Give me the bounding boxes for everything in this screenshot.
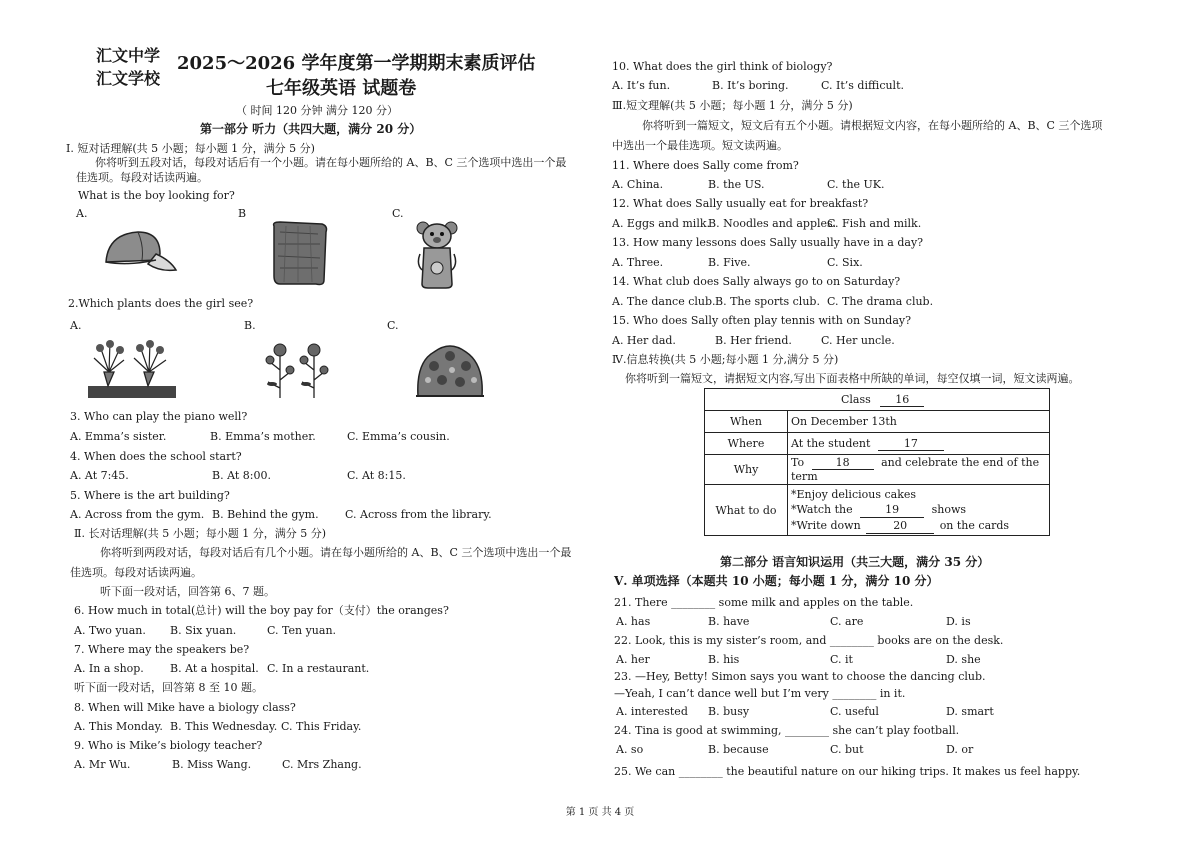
q21-option-c: C. are <box>830 615 864 628</box>
school-name-2: 汇文学校 <box>96 69 161 88</box>
q12-option-b: B. Noodles and apples. <box>708 217 837 230</box>
q22-option-c: C. it <box>830 653 853 666</box>
sec3-intro-line2: 中选出一个最佳选项。短文读两遍。 <box>612 139 788 152</box>
sec2-intro-line1: 你将听到两段对话，每段对话后有几个小题。请在每小题所给的 A、B、C 三个选项中选出一个最 <box>100 546 572 559</box>
q13-option-b: B. Five. <box>708 256 751 269</box>
q15-option-b: B. Her friend. <box>715 334 792 347</box>
row-why-suffix: and celebrate the end of the term <box>791 456 1040 483</box>
q9-option-b: B. Miss Wang. <box>172 758 252 771</box>
carrots-picture <box>86 338 178 400</box>
page-number: 第 1 页 共 4 页 <box>565 807 635 818</box>
sec2-note-1: 听下面一段对话，回答第 6、7 题。 <box>100 585 275 598</box>
q6-option-a: A. Two yuan. <box>74 624 146 637</box>
q5-option-b: B. Behind the gym. <box>212 508 319 521</box>
sec1-intro-line1: 你将听到五段对话，每段对话后有一个小题。请在每小题所给的 A、B、C 三个选项中选出一个最 <box>95 156 567 169</box>
row-value-when <box>788 411 1050 433</box>
sec4-intro: 你将听到一篇短文，请据短文内容,写出下面表格中所缺的单词，每空仅填一词，短文读两遍。 <box>625 372 1080 385</box>
q7-stem: 7. Where may the speakers be? <box>74 643 250 656</box>
q1-option-b: B <box>238 207 247 220</box>
row-label-what-to-do: What to do <box>705 485 788 536</box>
q14-option-c: C. The drama club. <box>827 295 934 308</box>
q23-option-b: B. busy <box>708 705 750 718</box>
q7-option-c: C. In a restaurant. <box>267 662 370 675</box>
sec2-intro-line2: 佳选项。每段对话读两遍。 <box>70 566 202 579</box>
q9-stem: 9. Who is Mike’s biology teacher? <box>74 739 263 752</box>
q14-option-a: A. The dance club. <box>612 295 716 308</box>
q10-option-b: B. It’s boring. <box>712 79 789 92</box>
row-label-why: Why <box>705 455 788 485</box>
q15-option-c: C. Her uncle. <box>821 334 895 347</box>
sec3-title: Ⅲ.短文理解(共 5 小题；每小题 1 分，满分 5 分) <box>612 99 853 112</box>
sec1-intro-line2: 佳选项。每段对话读两遍。 <box>76 171 208 184</box>
q10-stem: 10. What does the girl think of biology? <box>612 60 833 73</box>
table-header-cell <box>705 389 1050 411</box>
q21-option-d: D. is <box>946 615 971 628</box>
row-value-where <box>788 433 1050 455</box>
blank-16[interactable]: 16 <box>880 393 924 407</box>
q7-option-b: B. At a hospital. <box>170 662 259 675</box>
cap-picture <box>98 224 178 276</box>
q5-stem: 5. Where is the art building? <box>70 489 230 502</box>
q22-option-a: A. her <box>616 653 650 666</box>
q8-stem: 8. When will Mike have a biology class? <box>74 701 296 714</box>
q2-option-c: C. <box>387 319 399 332</box>
q11-option-a: A. China. <box>612 178 664 191</box>
q23-option-c: C. useful <box>830 705 879 718</box>
school-name-1: 汇文中学 <box>96 46 161 65</box>
q6-stem: 6. How much in total(总计) will the boy pay for（支付）the oranges? <box>74 604 449 617</box>
q8-option-a: A. This Monday. <box>74 720 163 733</box>
q13-stem: 13. How many lessons does Sally usually have in a day? <box>612 236 924 249</box>
q22-option-d: D. she <box>946 653 981 666</box>
row-label-where: Where <box>705 433 788 455</box>
wallet-picture <box>268 218 332 288</box>
todo-item-3 <box>791 518 1046 534</box>
q24-option-b: B. because <box>708 743 769 756</box>
q2-stem: 2.Which plants does the girl see? <box>68 297 254 310</box>
q6-option-b: B. Six yuan. <box>170 624 237 637</box>
exam-title: 2025～2026 学年度第一学期期末素质评估 <box>177 53 536 74</box>
q14-option-b: B. The sports club. <box>715 295 820 308</box>
q12-option-c: C. Fish and milk. <box>827 217 922 230</box>
q21-option-b: B. have <box>708 615 750 628</box>
row-where-text: At the student <box>791 436 871 450</box>
q7-option-a: A. In a shop. <box>74 662 144 675</box>
q14-stem: 14. What club does Sally always go to on Saturday? <box>612 275 901 288</box>
q23-stem-line1: 23. —Hey, Betty! Simon says you want to choose the dancing club. <box>614 670 986 683</box>
sec4-title: Ⅳ.信息转换(共 5 小题;每小题 1 分,满分 5 分) <box>612 353 839 366</box>
q13-option-a: A. Three. <box>612 256 664 269</box>
sec3-intro-line1: 你将听到一篇短文，短文后有五个小题。请根据短文内容，在每小题所给的 A、B、C 三个选项 <box>642 119 1103 132</box>
sec1-title: Ⅰ. 短对话理解(共 5 小题；每小题 1 分，满分 5 分) <box>66 142 315 155</box>
q21-stem: 21. There ________ some milk and apples on the table. <box>614 596 914 609</box>
q1-stem: What is the boy looking for? <box>78 189 235 202</box>
q15-option-a: A. Her dad. <box>612 334 676 347</box>
todo-item-2 <box>791 502 1046 518</box>
blank-17[interactable]: 17 <box>878 437 944 451</box>
todo-2-prefix: *Watch the <box>791 502 853 516</box>
sec2-note-2: 听下面一段对话，回答第 8 至 10 题。 <box>74 681 263 694</box>
bush-picture <box>414 336 486 402</box>
sec2-title: Ⅱ. 长对话理解(共 5 小题；每小题 1 分，满分 5 分) <box>74 527 327 540</box>
q2-option-a: A. <box>70 319 82 332</box>
q12-option-a: A. Eggs and milk. <box>612 217 711 230</box>
q11-option-b: B. the US. <box>708 178 765 191</box>
q23-option-a: A. interested <box>616 705 688 718</box>
table-row <box>705 433 1050 455</box>
todo-2-suffix: shows <box>931 502 967 516</box>
time-note: （ 时间 120 分钟 满分 120 分） <box>236 104 398 117</box>
part1-title: 第一部分 听力（共四大题，满分 20 分） <box>200 122 422 136</box>
q2-option-b: B. <box>244 319 256 332</box>
q6-option-c: C. Ten yuan. <box>267 624 337 637</box>
q5-option-a: A. Across from the gym. <box>70 508 205 521</box>
q4-option-b: B. At 8:00. <box>212 469 271 482</box>
q8-option-c: C. This Friday. <box>281 720 362 733</box>
q9-option-a: A. Mr Wu. <box>74 758 131 771</box>
table-row <box>705 455 1050 485</box>
q24-stem: 24. Tina is good at swimming, ________ she can’t play football. <box>614 724 960 737</box>
flowers-picture <box>262 340 332 400</box>
q3-option-b: B. Emma’s mother. <box>210 430 316 443</box>
blank-19[interactable]: 19 <box>860 502 924 518</box>
q23-stem-line2: —Yeah, I can’t dance well but I’m very ________ in it. <box>614 687 906 700</box>
q1-option-a: A. <box>76 207 88 220</box>
q11-option-c: C. the UK. <box>827 178 885 191</box>
todo-item-1: *Enjoy delicious cakes <box>791 487 917 501</box>
q10-option-a: A. It’s fun. <box>612 79 671 92</box>
q24-option-c: C. but <box>830 743 864 756</box>
info-table <box>704 388 1050 536</box>
bear-bottle-picture <box>416 218 458 290</box>
q10-option-c: C. It’s difficult. <box>821 79 904 92</box>
part2-title: 第二部分 语言知识运用（共三大题，满分 35 分） <box>720 555 990 569</box>
q23-option-d: D. smart <box>946 705 994 718</box>
q24-option-a: A. so <box>616 743 644 756</box>
q5-option-c: C. Across from the library. <box>345 508 492 521</box>
sec5-title: Ⅴ. 单项选择（本题共 10 小题；每小题 1 分，满分 10 分） <box>614 574 939 588</box>
q8-option-b: B. This Wednesday. <box>170 720 278 733</box>
q9-option-c: C. Mrs Zhang. <box>282 758 362 771</box>
q13-option-c: C. Six. <box>827 256 863 269</box>
row-value-what-to-do <box>788 485 1050 536</box>
q11-stem: 11. Where does Sally come from? <box>612 159 799 172</box>
q22-stem: 22. Look, this is my sister’s room, and ________ books are on the desk. <box>614 634 1004 647</box>
table-row <box>705 485 1050 536</box>
q4-option-c: C. At 8:15. <box>347 469 406 482</box>
q15-stem: 15. Who does Sally often play tennis with on Sunday? <box>612 314 912 327</box>
q3-option-c: C. Emma’s cousin. <box>347 430 450 443</box>
table-row <box>705 411 1050 433</box>
row-label-when: When <box>705 411 788 433</box>
blank-20[interactable]: 20 <box>866 518 934 534</box>
todo-3-suffix: on the cards <box>939 518 1010 532</box>
row-value-why <box>788 455 1050 485</box>
q1-option-c: C. <box>392 207 404 220</box>
q25-stem: 25. We can ________ the beautiful nature on our hiking trips. It makes us feel happy. <box>614 765 1081 778</box>
q12-stem: 12. What does Sally usually eat for breakfast? <box>612 197 869 210</box>
q4-option-a: A. At 7:45. <box>70 469 129 482</box>
blank-18[interactable]: 18 <box>812 456 874 470</box>
row-when-text: On December 13th <box>791 415 897 428</box>
row-why-prefix: To <box>791 456 805 469</box>
exam-subtitle: 七年级英语 试题卷 <box>266 78 417 99</box>
q24-option-d: D. or <box>946 743 974 756</box>
q22-option-b: B. his <box>708 653 740 666</box>
todo-3-prefix: *Write down <box>791 518 861 532</box>
q21-option-a: A. has <box>616 615 651 628</box>
q4-stem: 4. When does the school start? <box>70 450 242 463</box>
q3-option-a: A. Emma’s sister. <box>70 430 167 443</box>
q3-stem: 3. Who can play the piano well? <box>70 410 248 423</box>
table-class-label: Class <box>841 392 871 406</box>
